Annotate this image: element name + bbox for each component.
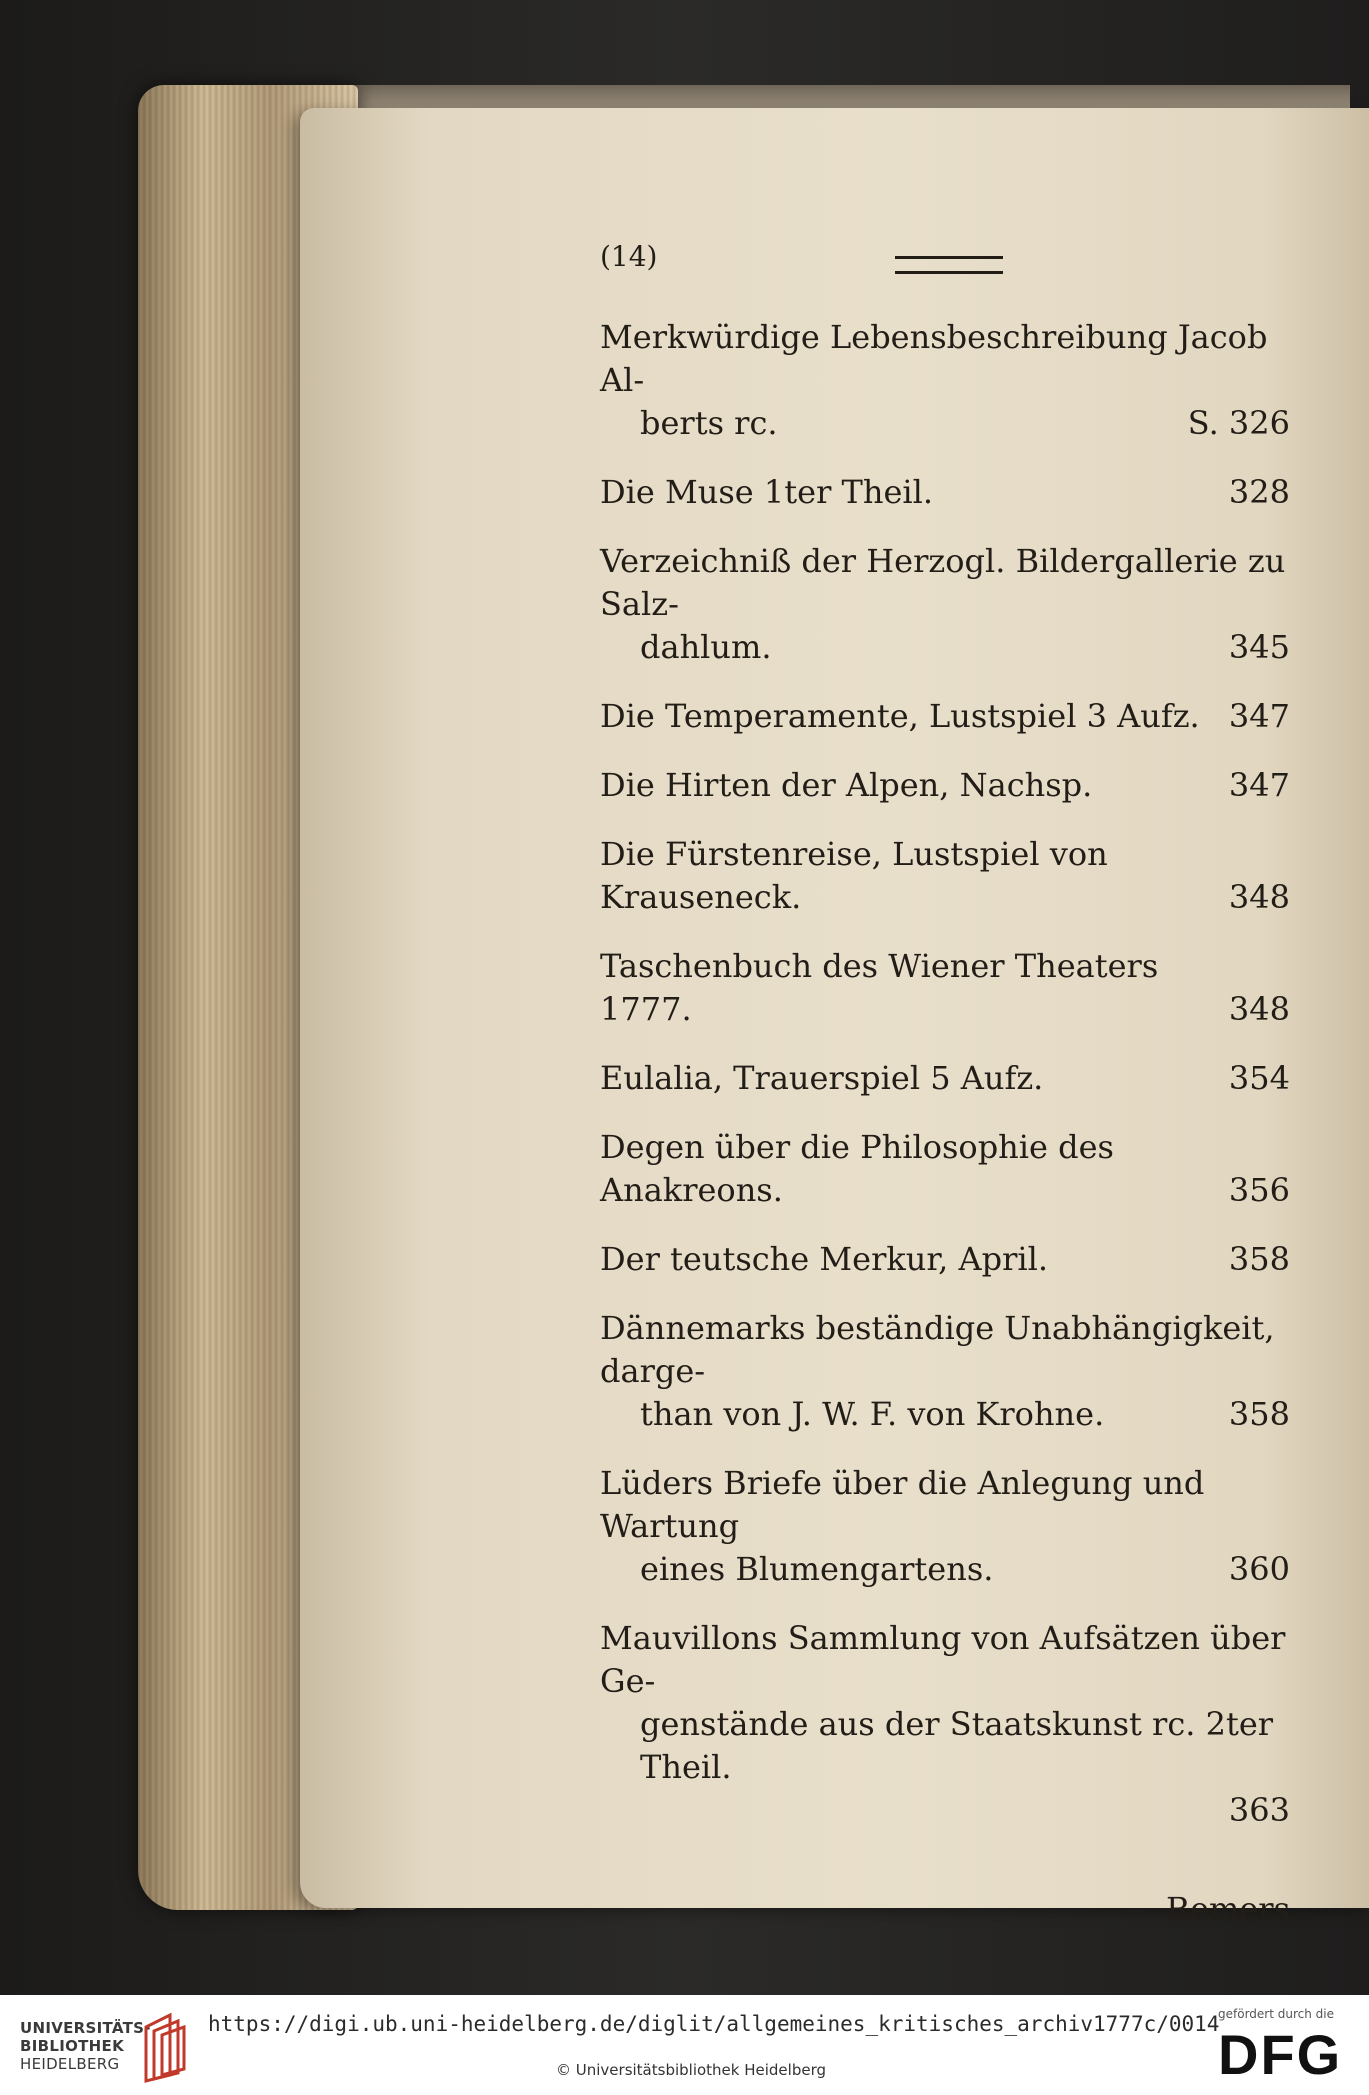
toc-entry (600, 945, 1290, 1031)
entry-title-continued: dahlum. (640, 628, 772, 666)
toc-entry (600, 1126, 1290, 1212)
page-header (600, 240, 1290, 290)
toc-entry (600, 764, 1290, 807)
header-rule (895, 256, 1003, 274)
toc-entry (600, 833, 1290, 919)
toc-entry (600, 1462, 1290, 1591)
entry-title: Mauvillons Sammlung von Aufsätzen über Ge- (600, 1619, 1286, 1700)
entry-title: Lüders Briefe über die Anlegung und Wartung (600, 1464, 1205, 1545)
page-number: (14) (600, 240, 658, 273)
entry-page: 347 (1228, 697, 1290, 735)
entry-title: Verzeichniß der Herzogl. Bildergallerie zu Salz- (600, 542, 1286, 623)
entry-title: Taschenbuch des Wiener Theaters 1777. (600, 947, 1159, 1028)
copyright-notice: © Universitätsbibliothek Heidelberg (556, 2061, 827, 2079)
toc-entry (600, 471, 1290, 514)
entry-title-continued: than von J. W. F. von Krohne. (640, 1395, 1105, 1433)
entry-page: 348 (1228, 878, 1290, 916)
dfg-logo[interactable]: DFG (1218, 2023, 1343, 2086)
permalink-url[interactable]: https://digi.ub.uni-heidelberg.de/diglit/allgemeines_kritisches_archiv1777c/0014 (208, 2012, 1220, 2036)
entry-page: 348 (1228, 990, 1290, 1028)
entry-page: 354 (1228, 1059, 1290, 1097)
entry-page: 356 (1228, 1171, 1290, 1209)
entry-title: Degen über die Philosophie des Anakreons. (600, 1128, 1114, 1209)
toc-entry (600, 1307, 1290, 1436)
toc-entry (600, 1617, 1290, 1832)
entry-title: Die Temperamente, Lustspiel 3 Aufz. (600, 697, 1200, 735)
entry-page: 360 (1228, 1550, 1290, 1588)
entry-page: 328 (1228, 473, 1290, 511)
entry-title: Merkwürdige Lebensbeschreibung Jacob Al- (600, 318, 1268, 399)
entry-title: Eulalia, Trauerspiel 5 Aufz. (600, 1059, 1044, 1097)
toc-entry (600, 540, 1290, 669)
entry-title: Der teutsche Merkur, April. (600, 1240, 1049, 1278)
entry-title: Die Muse 1ter Theil. (600, 473, 934, 511)
entry-page: 358 (1228, 1240, 1290, 1278)
entry-title-continued: genstände aus der Staatskunst rc. 2ter Theil. (640, 1705, 1274, 1786)
entry-page: S. 326 (1187, 404, 1290, 442)
entry-title-continued: eines Blumengartens. (640, 1550, 994, 1588)
entry-page: 358 (1228, 1395, 1290, 1433)
entry-page: 347 (1228, 766, 1290, 804)
toc-entry (600, 1238, 1290, 1281)
university-library-logo[interactable] (20, 2019, 151, 2073)
funder-note: gefördert durch die (1218, 2007, 1334, 2021)
library-name-line: BIBLIOTHEK (20, 2037, 124, 2055)
entry-page: 345 (1228, 628, 1290, 666)
entry-title: Dännemarks beständige Unabhängigkeit, darge- (600, 1309, 1275, 1390)
entry-title: Die Fürstenreise, Lustspiel von Krauseneck. (600, 835, 1108, 916)
toc-entry (600, 1057, 1290, 1100)
entry-page: 363 (1228, 1791, 1290, 1829)
toc-entry (600, 316, 1290, 445)
toc-entry (600, 695, 1290, 738)
library-emblem-icon (140, 2009, 188, 2083)
entry-title-continued: berts rc. (640, 404, 778, 442)
footer-bar (0, 1995, 1369, 2095)
catchword: Remers (1165, 1890, 1290, 1928)
page-text-block (600, 240, 1290, 1928)
library-name-line: UNIVERSITÄTS- (20, 2019, 151, 2037)
entry-title: Die Hirten der Alpen, Nachsp. (600, 766, 1093, 804)
library-name-line: HEIDELBERG (20, 2055, 120, 2073)
